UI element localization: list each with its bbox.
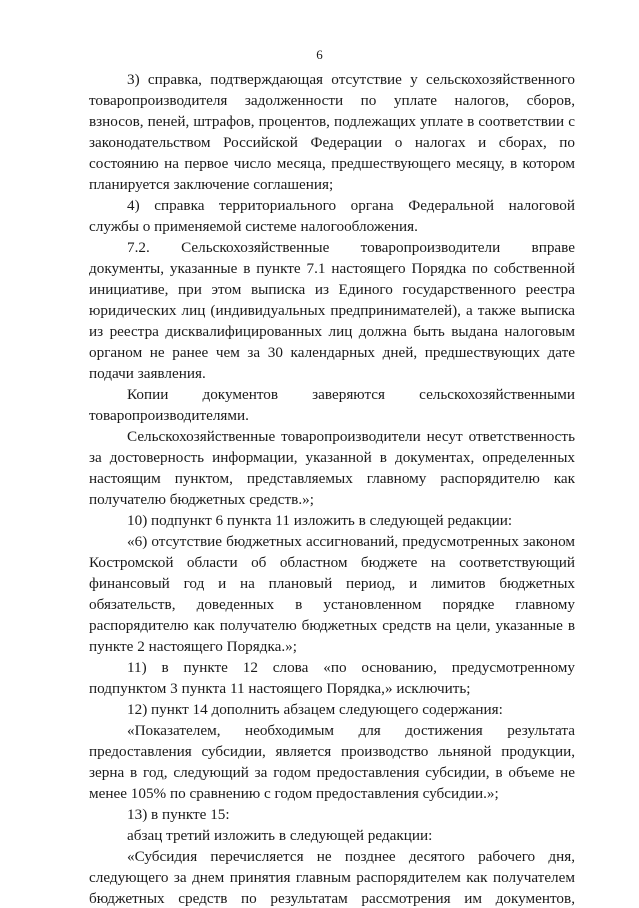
text-line: состоянию на первое число месяца, предшествующего месяцу, в котором	[89, 155, 575, 172]
text-line: получателю бюджетных средств.»;	[89, 491, 314, 508]
text-line: юридических лиц (индивидуальных предпринимателей), а также выписка	[89, 302, 575, 319]
text-line: товаропроизводителями.	[89, 407, 249, 424]
text-line: настоящим пунктом, представляемых главному распорядителю как	[89, 470, 575, 487]
text-line: менее 105% по сравнению с годом предоставления субсидии.»;	[89, 785, 499, 802]
text-line: инициативе, при этом выписка из Единого государственного реестра	[89, 281, 575, 298]
text-line: товаропроизводителя задолженности по уплате налогов, сборов,	[89, 92, 575, 109]
text-line: службы о применяемой системе налогообложения.	[89, 218, 418, 235]
text-line: бюджетных средств по результатам рассмотрения им документов,	[89, 890, 575, 907]
text-line: подачи заявления.	[89, 365, 206, 382]
text-line: 11) в пункте 12 слова «по основанию, предусмотренному	[127, 659, 575, 676]
text-line: 7.2. Сельскохозяйственные товаропроизводители вправе	[127, 239, 575, 256]
text-line: пункте 2 настоящего Порядка.»;	[89, 638, 297, 655]
text-line: 13) в пункте 15:	[127, 806, 230, 823]
text-line: документы, указанные в пункте 7.1 настоящего Порядка по собственной	[89, 260, 575, 277]
text-line: 3) справка, подтверждающая отсутствие у сельскохозяйственного	[127, 71, 575, 88]
text-line: «Субсидия перечисляется не позднее десятого рабочего дня,	[127, 848, 575, 865]
text-line: 4) справка территориального органа Федеральной налоговой	[127, 197, 575, 214]
text-line: Костромской области об областном бюджете на соответствующий	[89, 554, 575, 571]
text-line: предоставления субсидии, является производство льняной продукции,	[89, 743, 575, 760]
text-line: Сельскохозяйственные товаропроизводители несут ответственность	[127, 428, 575, 445]
text-line: взносов, пеней, штрафов, процентов, подлежащих уплате в соответствии с	[89, 113, 575, 130]
text-line: 10) подпункт 6 пункта 11 изложить в следующей редакции:	[127, 512, 513, 529]
text-line: планируется заключение соглашения;	[89, 176, 334, 193]
text-line: «6) отсутствие бюджетных ассигнований, предусмотренных законом	[127, 533, 575, 550]
text-line: обязательств, доведенных в установленном порядке главному	[89, 596, 575, 613]
text-line: распорядителю как получателю бюджетных средств на цели, указанные в	[89, 617, 575, 634]
page-number: 6	[316, 47, 323, 62]
text-line: 12) пункт 14 дополнить абзацем следующего содержания:	[127, 701, 503, 718]
text-line: следующего за днем принятия главным распорядителем как получателем	[89, 869, 575, 886]
text-line: за достоверность информации, указанной в документах, определенных	[89, 449, 575, 466]
text-line: зерна в год, следующий за годом предоставления субсидии, в объеме не	[89, 764, 575, 781]
text-line: абзац третий изложить в следующей редакции:	[127, 827, 433, 844]
text-line: законодательством Российской Федерации о налогах и сборах, по	[89, 134, 575, 151]
text-line: финансовый год и на плановый период, и лимитов бюджетных	[89, 575, 575, 592]
text-line: подпунктом 3 пункта 11 настоящего Порядка,» исключить;	[89, 680, 471, 697]
text-line: «Показателем, необходимым для достижения результата	[127, 722, 575, 739]
text-line: Копии документов заверяются сельскохозяйственными	[127, 386, 575, 403]
text-line: из реестра дисквалифицированных лиц должна быть выдана налоговым	[89, 323, 575, 340]
text-line: органом не ранее чем за 30 календарных дней, предшествующих дате	[89, 344, 575, 361]
